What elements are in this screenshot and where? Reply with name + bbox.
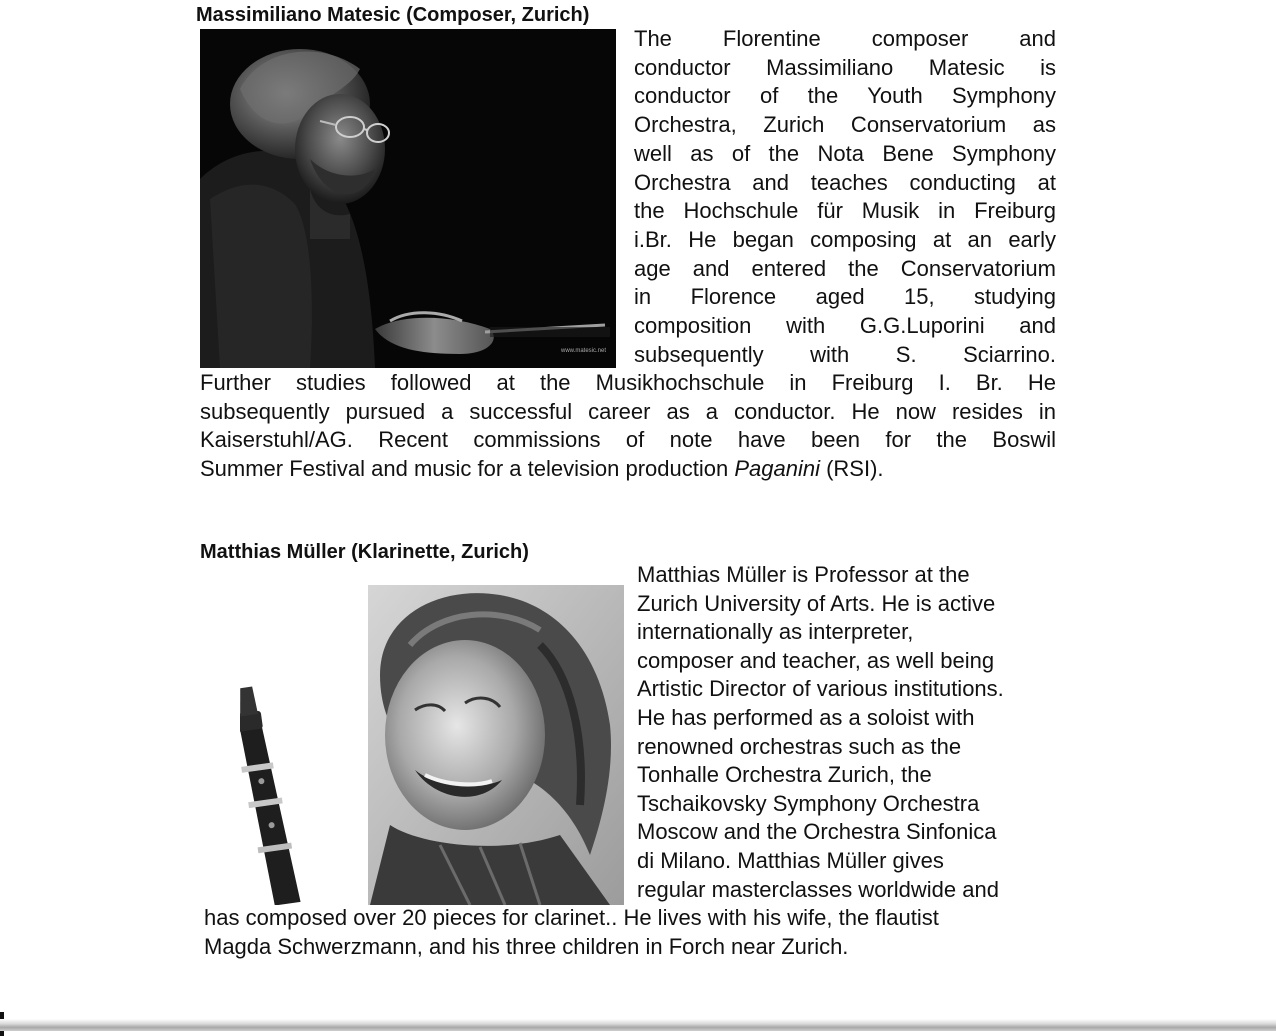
bio-line: well as of the Nota Bene Symphony <box>634 140 1056 166</box>
bio-line: conductor of the Youth Symphony <box>634 83 1056 109</box>
bio-line: Tonhalle Orchestra Zurich, the <box>637 762 932 788</box>
bio-line: Further studies followed at the Musikhochschule in Freiburg I. Br. He <box>200 370 1056 395</box>
bio-text: Summer Festival and music for a television production <box>200 456 735 482</box>
bio-line: the Hochschule für Musik in Freiburg <box>634 198 1056 224</box>
bio-line: Matthias Müller is Professor at the <box>637 562 970 587</box>
scan-bottom-shadow <box>0 1019 1276 1031</box>
bio-line: regular masterclasses worldwide and <box>637 876 999 902</box>
clarinetist-heading: Matthias Müller (Klarinette, Zurich) <box>200 541 529 563</box>
paganini-title: Paganini <box>734 456 820 482</box>
bio-line: subsequently pursued a successful career as a conductor. He now resides in <box>200 398 1056 424</box>
bio-line: Orchestra, Zurich Conservatorium as <box>634 112 1056 138</box>
composer-heading: Massimiliano Matesic (Composer, Zurich) <box>196 4 590 26</box>
bio-line: has composed over 20 pieces for clarinet.. He lives with his wife, the flautist <box>204 905 939 930</box>
bio-line: Orchestra and teaches conducting at <box>634 169 1056 195</box>
composer-bio-full-width <box>200 369 1056 484</box>
bio-line: di Milano. Matthias Müller gives <box>637 847 944 873</box>
bio-line: age and entered the Conservatorium <box>634 255 1056 281</box>
bio-line: Kaiserstuhl/AG. Recent commissions of note have been for the Boswil <box>200 427 1056 453</box>
bio-last-line <box>200 455 1056 484</box>
clarinetist-portrait-photo-icon <box>240 585 624 905</box>
bio-line: He has performed as a soloist with <box>637 704 975 730</box>
bio-line: Moscow and the Orchestra Sinfonica <box>637 819 997 845</box>
clarinetist-bio-full-width <box>204 904 1064 961</box>
bio-line: Magda Schwerzmann, and his three children in Forch near Zurich. <box>204 933 849 959</box>
bio-line: composition with G.G.Luporini and <box>634 313 1056 339</box>
bio-line: Tschaikovsky Symphony Orchestra <box>637 790 980 816</box>
composer-bio-side-column <box>634 25 1056 369</box>
composer-conducting-photo-icon <box>200 29 616 368</box>
photo-credit: www.matesic.net <box>560 348 606 354</box>
bio-line: conductor Massimiliano Matesic is <box>634 54 1056 80</box>
bio-line: Artistic Director of various institutions. <box>637 676 1004 702</box>
bio-line: composer and teacher, as well being <box>637 647 995 673</box>
bio-line: in Florence aged 15, studying <box>634 284 1056 310</box>
bio-line: renowned orchestras such as the <box>637 733 962 759</box>
bio-line: i.Br. He began composing at an early <box>634 226 1056 252</box>
bio-line: The Florentine composer and <box>634 26 1056 51</box>
clarinetist-bio-side-column <box>637 561 1057 904</box>
composer-photo <box>200 29 616 368</box>
bio-line: internationally as interpreter, <box>637 619 914 645</box>
bio-text: (RSI). <box>819 456 884 482</box>
clarinetist-photo <box>240 585 624 905</box>
bio-line: subsequently with S. Sciarrino. <box>634 341 1056 367</box>
bio-line: Zurich University of Arts. He is active <box>637 590 996 616</box>
